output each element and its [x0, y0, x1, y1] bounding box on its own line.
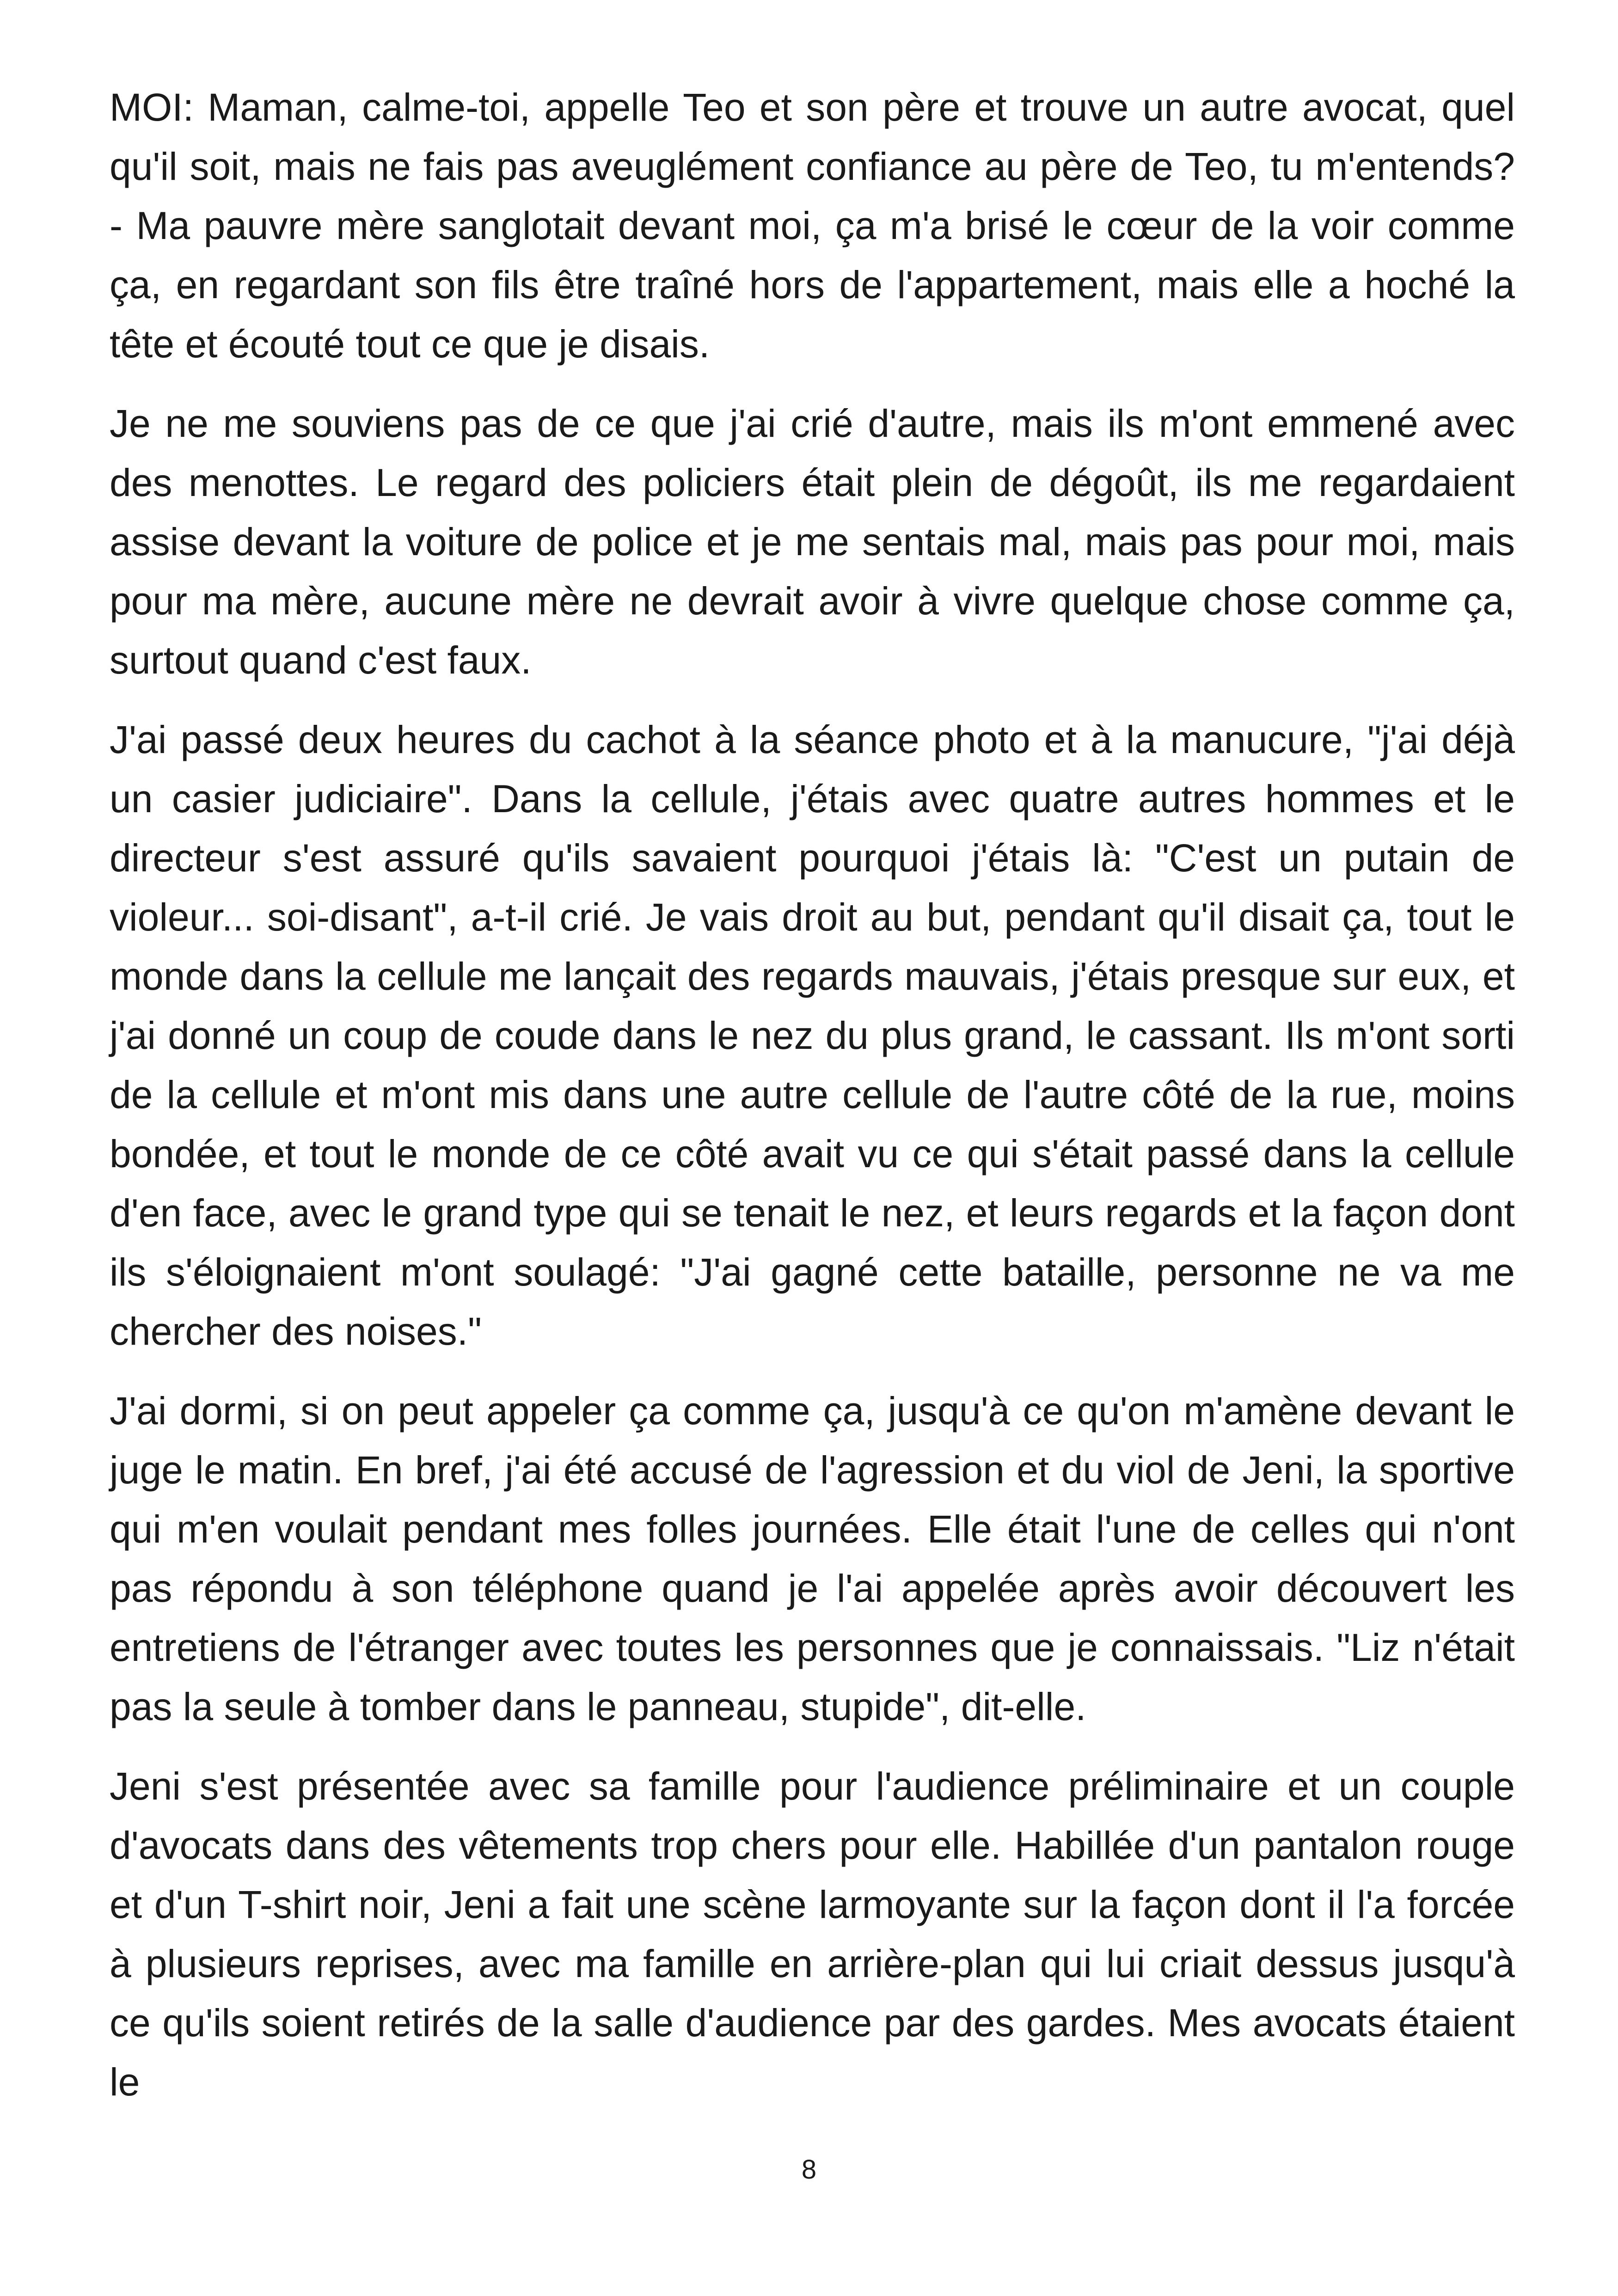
page-number: 8: [801, 2155, 817, 2185]
paragraph-1: MOI: Maman, calme-toi, appelle Teo et son père et trouve un autre avocat, quel qu'il soit, mais ne fais pas aveuglément confiance au père de Teo, tu m'entends? - Ma pauvre mère sanglotait devant moi, ça m'a brisé le cœur de la voir comme ça, en regardant son fils être traîné hors de l'appartement, mais elle a hoché la tête et écouté tout ce que je disais.: [110, 86, 1515, 366]
paragraph-5: Jeni s'est présentée avec sa famille pour l'audience préliminaire et un couple d'avocats dans des vêtements trop chers pour elle. Habillée d'un pantalon rouge et d'un T-shirt noir, Jeni a fait une scène larmoyante sur la façon dont il l'a forcée à plusieurs reprises, avec ma famille en arrière-plan qui lui criait dessus jusqu'à ce qu'ils soient retirés de la salle d'audience par des gardes. Mes avocats étaient le: [110, 1764, 1515, 2104]
paragraph-4: J'ai dormi, si on peut appeler ça comme ça, jusqu'à ce qu'on m'amène devant le juge le matin. En bref, j'ai été accusé de l'agression et du viol de Jeni, la sportive qui m'en voulait pendant mes folles journées. Elle était l'une de celles qui n'ont pas répondu à son téléphone quand je l'ai appelée après avoir découvert les entretiens de l'étranger avec toutes les personnes que je connaissais. "Liz n'était pas la seule à tomber dans le panneau, stupide", dit-elle.: [110, 1389, 1515, 1728]
paragraph-2: Je ne me souviens pas de ce que j'ai crié d'autre, mais ils m'ont emmené avec des menottes. Le regard des policiers était plein de dégoût, ils me regardaient assise devant la voiture de police et je me sentais mal, mais pas pour moi, mais pour ma mère, aucune mère ne devrait avoir à vivre quelque chose comme ça, surtout quand c'est faux.: [110, 402, 1515, 682]
body-text: [110, 78, 1515, 2132]
paragraph-3: J'ai passé deux heures du cachot à la séance photo et à la manucure, "j'ai déjà un casier judiciaire". Dans la cellule, j'étais avec quatre autres hommes et le directeur s'est assuré qu'ils savaient pourquoi j'étais là: "C'est un putain de violeur... soi-disant", a-t-il crié. Je vais droit au but, pendant qu'il disait ça, tout le monde dans la cellule me lançait des regards mauvais, j'étais presque sur eux, et j'ai donné un coup de coude dans le nez du plus grand, le cassant. Ils m'ont sorti de la cellule et m'ont mis dans une autre cellule de l'autre côté de la rue, moins bondée, et tout le monde de ce côté avait vu ce qui s'était passé dans la cellule d'en face, avec le grand type qui se tenait le nez, et leurs regards et la façon dont ils s'éloignaient m'ont soulagé: "J'ai gagné cette bataille, personne ne va me chercher des noises.": [110, 718, 1515, 1353]
